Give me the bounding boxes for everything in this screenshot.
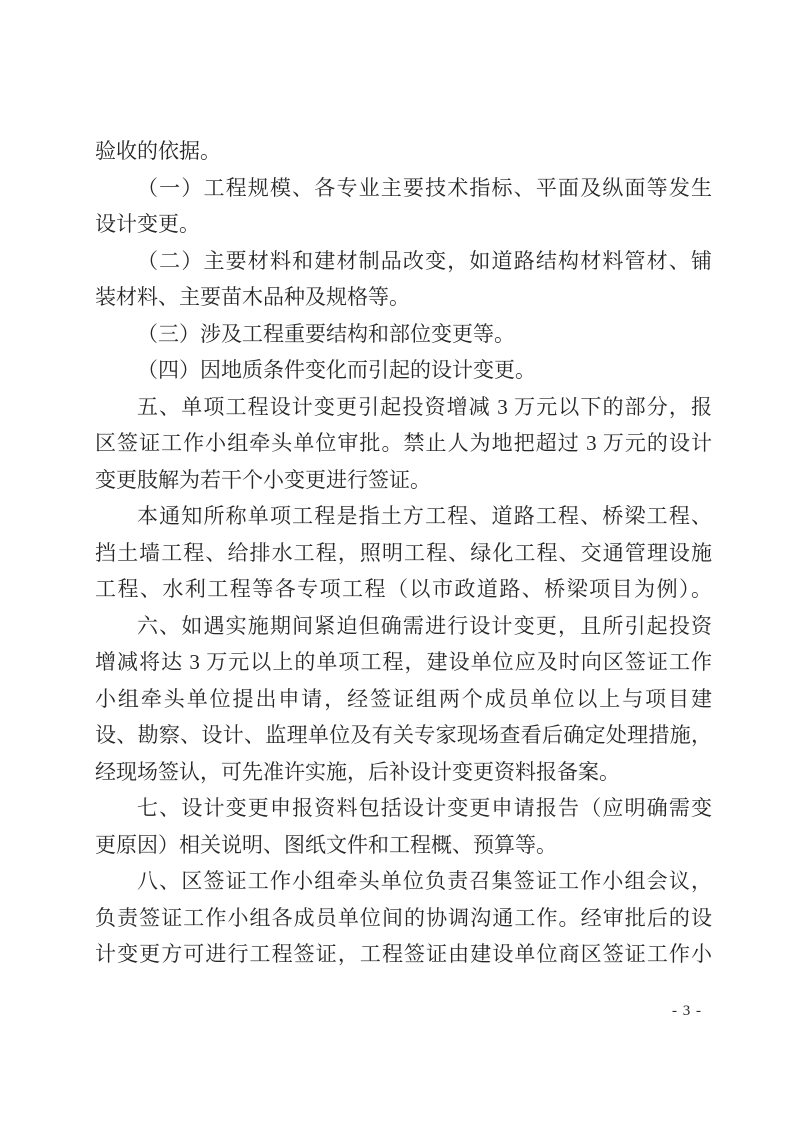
text-line: 装材料、主要苗木品种及规格等。 (95, 285, 410, 309)
text-line: 五、单项工程设计变更引起投资增减 3 万元以下的部分，报 (137, 394, 712, 419)
text-line: 更原因）相关说明、图纸文件和工程概、预算等。 (95, 832, 557, 857)
page-number: - 3 - (672, 1003, 702, 1019)
text-line: 八、区签证工作小组牵头单位负责召集签证工作小组会议， (137, 869, 712, 893)
text-line: 设、勘察、设计、监理单位及有关专家现场查看后确定处理措施， (95, 723, 712, 747)
text-line: 增减将达 3 万元以上的单项工程，建设单位应及时向区签证工作 (95, 650, 712, 674)
document-body (95, 133, 712, 973)
text-line: 经现场签认，可先准许实施，后补设计变更资料报备案。 (95, 759, 620, 784)
text-line: 设计变更。 (95, 212, 200, 236)
text-line: 七、设计变更申报资料包括设计变更申请报告（应明确需变 (137, 796, 712, 820)
text-line: 小组牵头单位提出申请，经签证组两个成员单位以上与项目建 (95, 686, 712, 711)
text-line: 负责签证工作小组各成员单位间的协调沟通工作。经审批后的设 (95, 905, 712, 930)
text-line: 本通知所称单项工程是指土方工程、道路工程、桥梁工程、 (137, 504, 712, 528)
text-line: 六、如遇实施期间紧迫但确需进行设计变更，且所引起投资 (137, 613, 712, 638)
text-line: （四）因地质条件变化而引起的设计变更。 (137, 358, 536, 382)
text-line: 挡土墙工程、给排水工程，照明工程、绿化工程、交通管理设施 (95, 540, 712, 565)
text-line: （一）工程规模、各专业主要技术指标、平面及纵面等发生 (137, 175, 712, 200)
text-line: 计变更方可进行工程签证，工程签证由建设单位商区签证工作小 (95, 942, 712, 966)
text-line: 区签证工作小组牵头单位审批。禁止人为地把超过 3 万元的设计 (95, 431, 712, 455)
text-line: 验收的依据。 (95, 139, 221, 163)
text-line: （三）涉及工程重要结构和部位变更等。 (137, 321, 515, 346)
text-line: （二）主要材料和建材制品改变，如道路结构材料管材、铺 (137, 248, 712, 273)
text-line: 变更肢解为若干个小变更进行签证。 (95, 467, 431, 492)
text-line: 工程、水利工程等各专项工程（以市政道路、桥梁项目为例）。 (95, 577, 712, 601)
